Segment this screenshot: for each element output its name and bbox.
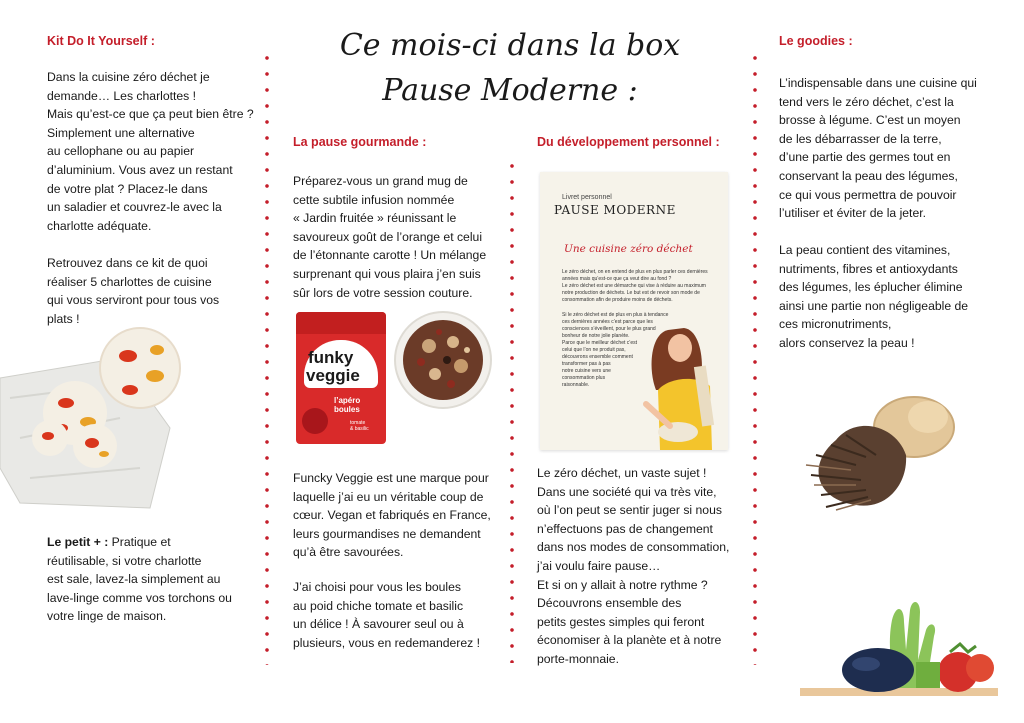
charlottes-image [0,318,200,518]
packet-brand-1: funky [308,348,354,367]
page-title [300,28,720,108]
pause-gourmande-paragraph-1: Préparez-vous un grand mug de cette subtile infusion nommée « Jardin fruitée » réunissant le savoureux goût de l’orange et celui de l’étonnante carotte ! Un mélange surprenant qui vous plaira j’en suis sûr lors de votre session couture. [293,174,487,300]
infusion-bowl-image [391,308,495,412]
booklet-brand: PAUSE MODERNE [554,203,676,217]
column-divider-2 [510,158,514,663]
pause-gourmande-paragraph-2: Funcky Veggie est une marque pour laquelle j’ai eu un véritable coup de cœur. Vegan et fabriqués en France, leurs gourmandises ne demandent qu’à être savourées. [293,471,491,560]
booklet-script-title: Une cuisine zéro déchet [564,243,693,255]
vegetable-brush-image [796,385,966,525]
goodies-heading: Le goodies : [779,34,853,48]
kit-diy-paragraph-1: Dans la cuisine zéro déchet je demande… Les charlottes ! Mais qu’est-ce que ça peut bien être ? Simplement une alternative au cellophane ou au papier d’aluminium. Vous avez un restant de votre plat ? Placez-le dans un saladier et couvrez-le avec la charlotte adéquate. [47,70,254,233]
column-divider-1 [265,50,269,665]
kit-diy-heading: Kit Do It Yourself : [47,34,155,48]
funky-veggie-packet [296,312,386,444]
pause-gourmande-heading: La pause gourmande : [293,135,427,149]
packet-product-1: l’apéro [334,396,361,405]
vegetables-illustration [800,600,1000,700]
booklet-label: Livret personnel [562,194,612,201]
developpement-personnel-heading: Du développement personnel : [537,135,720,149]
booklet-paragraph-2: Si le zéro déchet est de plus en plus à tendance ces dernières années c’est parce que les consciences s’éveillent, pour le plus grand bonheur de notre jolie planète. Parce que le meilleur déchet c’est celui que l’on ne produit pas, découvrons ensemble comment transformer pas à pas notre cuisine vers une consommation plus raisonnable. [562,312,669,388]
petit-plus-paragraph [47,533,262,626]
column-divider-3 [753,50,757,665]
goodies-paragraph-1: L’indispensable dans une cuisine qui tend vers le zéro déchet, c’est la brosse à légume. C’est un moyen de les débarrasser de la terre, d’une partie des germes tout en conservant la peau des légumes, ce qui vous permettra de pouvoir l’utiliser et éviter de la jeter. [779,76,977,221]
petit-plus-text: Pratique et réutilisable, si votre charlotte est sale, lavez-la simplement au lave-linge comme vos torchons ou votre linge de maison. [47,535,232,624]
kit-diy-paragraph-2: Retrouvez dans ce kit de quoi réaliser 5 charlottes de cuisine qui vous serviront pour tous vos plats ! [47,256,220,326]
goodies-paragraph-2: La peau contient des vitamines, nutriments, fibres et antioxydants des légumes, les éplucher élimine ainsi une partie non négligeable de ces micronutriments, alors conservez la peau ! [779,243,969,350]
booklet-paragraph-1: Le zéro déchet, on en entend de plus en plus parler ces dernières années mais qu’est-ce que ça veut dire au fond ? Le zéro déchet est une démarche qui vise à réduire au maximum notre production de déchets. Le but est de revoir son mode de consommation afin de produire moins de déchets. [562,269,708,303]
title-line-1: Ce mois-ci dans la box [339,28,681,63]
pause-gourmande-paragraph-3: J’ai choisi pour vous les boules au poid chiche tomate et basilic un délice ! À savourer seul ou à plusieurs, vous en redemanderez ! [293,580,480,650]
packet-brand-2: veggie [306,366,360,385]
developpement-paragraph: Le zéro déchet, un vaste sujet ! Dans une société qui va très vite, où l’on peut se sentir juger si nous n’effectuons pas de changement dans nos modes de consommation, j’ai voulu faire pause… Et si on y allait à notre rythme ? Découvrons ensemble des petits gestes simples qui feront économiser à la planète et à notre porte-monnaie. [537,466,730,666]
packet-flavor: tomate & basilic [350,420,369,432]
booklet-woman-illustration [640,320,728,450]
livret-personnel-booklet [540,172,728,450]
packet-product-2: boules [334,405,360,414]
petit-plus-label: Le petit + : [47,535,109,549]
title-line-2: Pause Moderne : [382,73,638,108]
